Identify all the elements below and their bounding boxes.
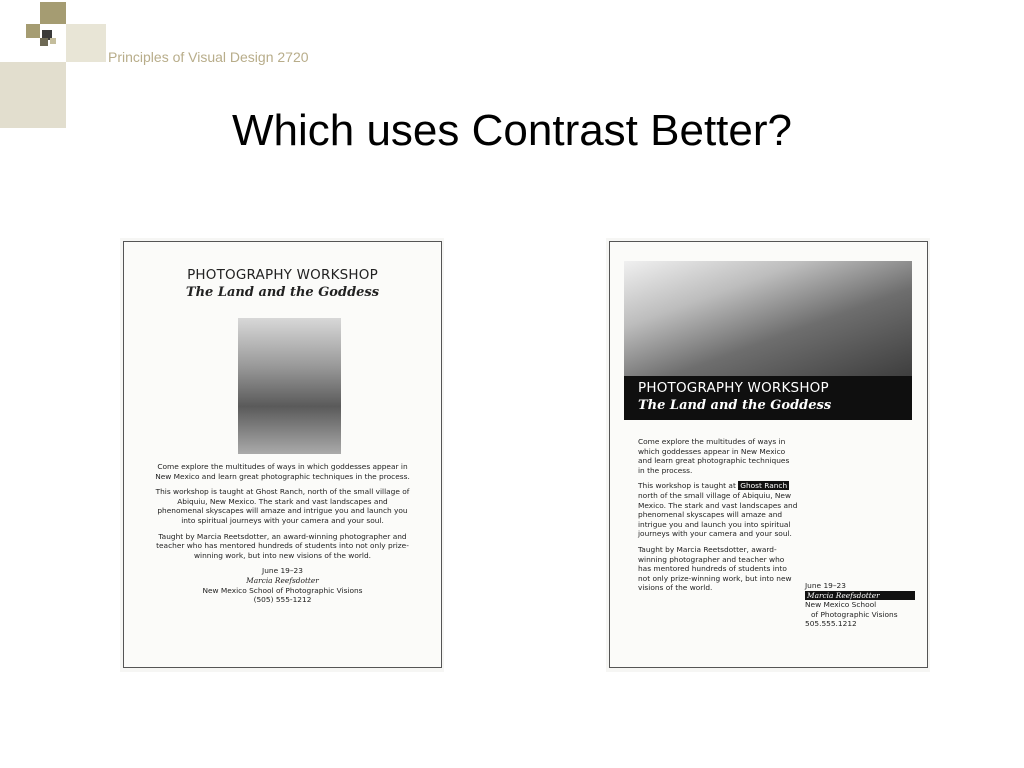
signature-bar: Marcia Reefsdotter bbox=[805, 591, 915, 601]
flyer-paragraph: Come explore the multitudes of ways in which goddesses appear in New Mexico and learn great photographic techniques in the process. bbox=[155, 462, 410, 481]
flyer-paragraph: Taught by Marcia Reetsdotter, an award-winning photographer and teacher who has mentored hundreds of students into not only prize-winning work, but into new visions of the world. bbox=[156, 531, 409, 560]
flyer-page bbox=[123, 241, 442, 668]
highlight-ghost-ranch: Ghost Ranch bbox=[740, 481, 788, 491]
decor-square-small-3 bbox=[40, 38, 48, 46]
flyer-centered-layout bbox=[120, 238, 444, 672]
canyon-photo bbox=[238, 318, 341, 454]
flyer-paragraph: Taught by Marcia Reetsdotter, award-winning photographer and teacher who has mentored hundreds of students into not only prize-winning work, but into new visions of the world. bbox=[638, 544, 792, 593]
course-name: Principles of Visual Design 2720 bbox=[108, 49, 309, 65]
flyer-subheading: The Land and the Goddess bbox=[185, 285, 380, 300]
flyer-paragraph bbox=[638, 481, 798, 539]
decor-square-small-1 bbox=[26, 24, 40, 38]
decor-square-top bbox=[40, 2, 66, 24]
decor-square-small-4 bbox=[50, 38, 56, 44]
flyer-heading: PHOTOGRAPHY WORKSHOP bbox=[187, 267, 378, 283]
school-name: New Mexico School of Photographic Visions bbox=[202, 585, 363, 595]
canyon-photo bbox=[624, 261, 912, 376]
slide-title: Which uses Contrast Better? bbox=[231, 106, 792, 155]
paragraph-text: This workshop is taught at bbox=[638, 481, 736, 491]
signature: Marcia Reefsdotter bbox=[246, 575, 319, 585]
phone-number: (505) 555-1212 bbox=[253, 595, 312, 605]
school-name: New Mexico School bbox=[805, 600, 877, 610]
title-band bbox=[624, 376, 912, 420]
paragraph-text: north of the small village of Abiquiu, New Mexico. The stark and vast landscapes and phenomenal skyscapes will amaze and intrigue you and launch you into spiritual journeys with your camera and your soul. bbox=[638, 490, 798, 539]
flyer-subheading: The Land and the Goddess bbox=[638, 398, 832, 413]
flyer-paragraph: Come explore the multitudes of ways in which goddesses appear in New Mexico and learn great photographic techniques in the process. bbox=[638, 437, 790, 475]
flyer-page bbox=[609, 241, 928, 668]
flyer-contrast-layout bbox=[606, 238, 930, 672]
school-name-line2: of Photographic Visions bbox=[811, 609, 898, 619]
flyer-contact-block bbox=[805, 581, 920, 629]
workshop-date: June 19–23 bbox=[262, 566, 303, 576]
workshop-date: June 19–23 bbox=[805, 581, 846, 590]
decor-square-wide bbox=[66, 24, 106, 62]
flyer-body bbox=[638, 437, 798, 599]
flyer-heading: PHOTOGRAPHY WORKSHOP bbox=[638, 380, 829, 396]
flyer-paragraph: This workshop is taught at Ghost Ranch, north of the small village of Abiquiu, New Mexico. The stark and vast landscapes and phenomenal skyscapes will amaze and intrigue you and launch you into spiritual journeys with your camera and your soul. bbox=[155, 487, 410, 525]
phone-number: 505.555.1212 bbox=[805, 619, 857, 629]
flyer-body bbox=[154, 462, 411, 605]
